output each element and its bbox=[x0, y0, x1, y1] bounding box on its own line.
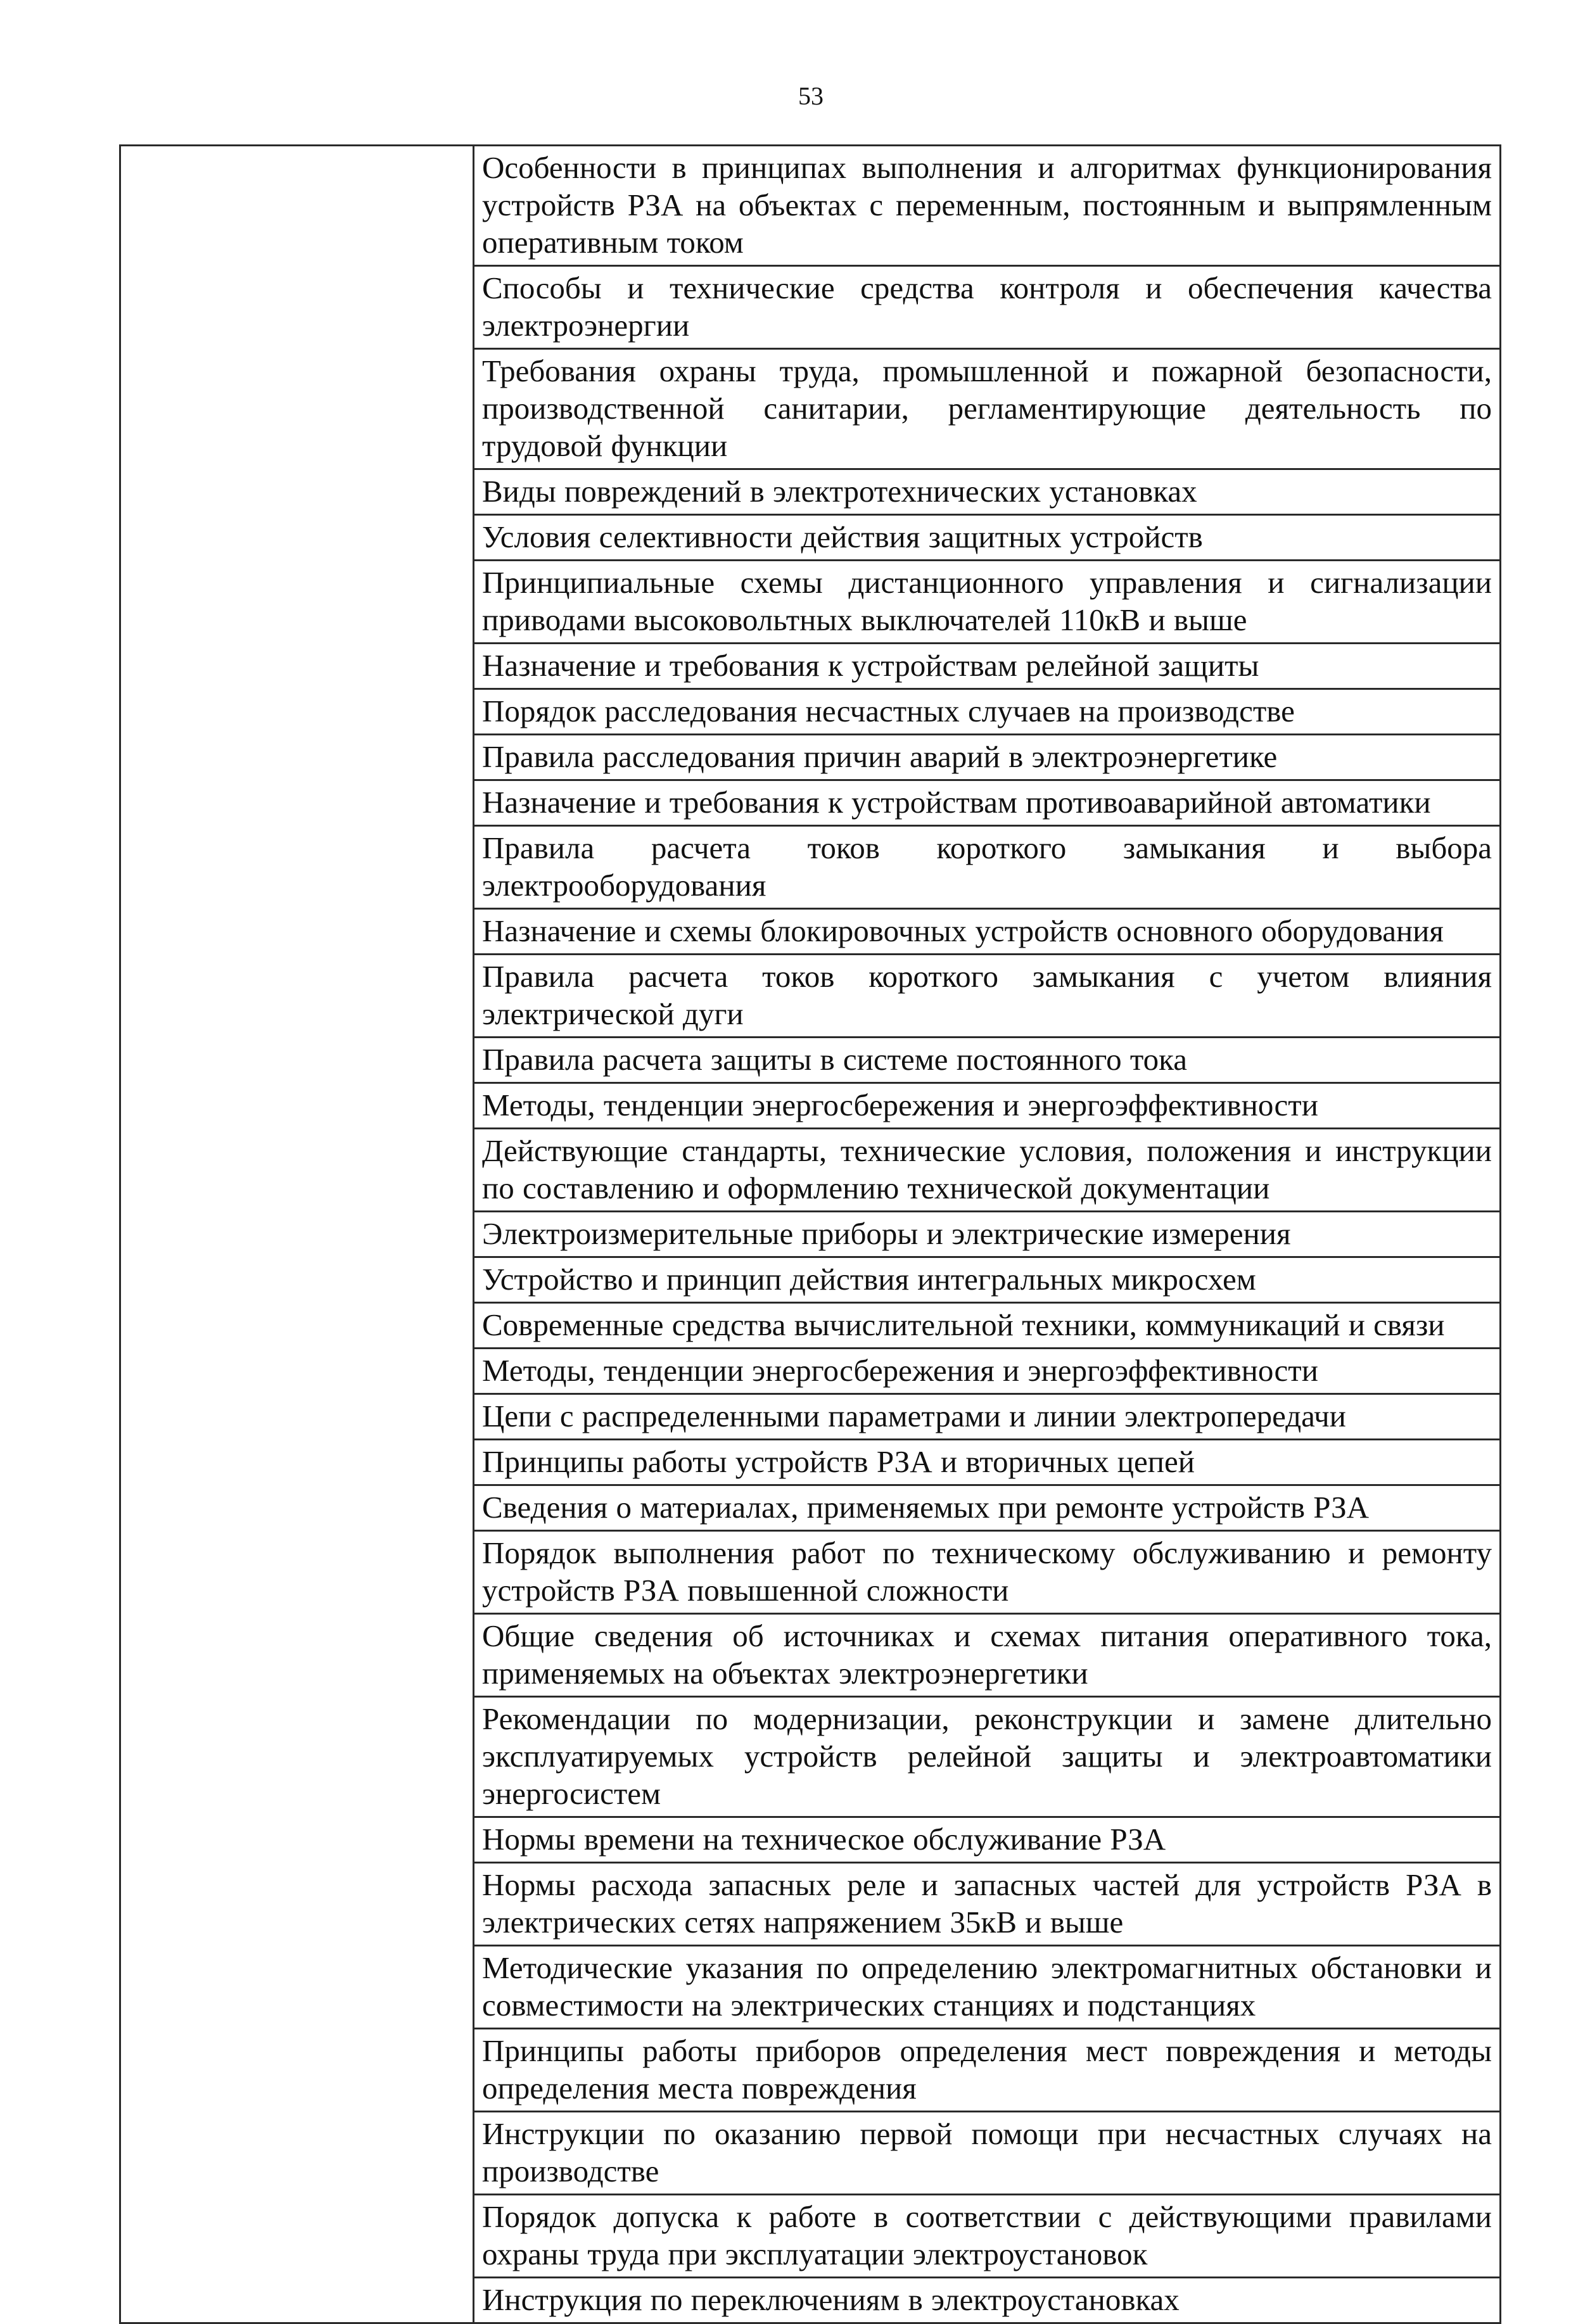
knowledge-item-cell: Методы, тенденции энергосбережения и энергоэффективности bbox=[474, 1349, 1501, 1394]
table-row bbox=[120, 146, 1501, 266]
knowledge-item-cell: Условия селективности действия защитных устройств bbox=[474, 515, 1501, 561]
knowledge-item-cell: Современные средства вычислительной техники, коммуникаций и связи bbox=[474, 1303, 1501, 1349]
knowledge-item-cell: Цепи с распределенными параметрами и линии электропередачи bbox=[474, 1394, 1501, 1440]
knowledge-item-cell: Правила расчета защиты в системе постоянного тока bbox=[474, 1038, 1501, 1083]
knowledge-item-cell: Принципиальные схемы дистанционного управления и сигнализации приводами высоковольтных выключателей 110кВ и выше bbox=[474, 561, 1501, 644]
knowledge-item-cell: Способы и технические средства контроля и обеспечения качества электроэнергии bbox=[474, 266, 1501, 349]
labor-function-cell bbox=[120, 146, 474, 2323]
page-number: 53 bbox=[798, 82, 824, 110]
knowledge-item-cell: Методические указания по определению электромагнитных обстановки и совместимости на электрических станциях и подстанциях bbox=[474, 1946, 1501, 2029]
knowledge-item-cell: Виды повреждений в электротехнических установках bbox=[474, 469, 1501, 515]
knowledge-item-cell: Принципы работы приборов определения мест повреждения и методы определения места повреждения bbox=[474, 2029, 1501, 2112]
knowledge-item-cell: Порядок допуска к работе в соответствии с действующими правилами охраны труда при эксплуатации электроустановок bbox=[474, 2195, 1501, 2278]
knowledge-item-cell: Правила расчета токов короткого замыкания с учетом влияния электрической дуги bbox=[474, 955, 1501, 1038]
knowledge-item-cell: Устройство и принцип действия интегральных микросхем bbox=[474, 1257, 1501, 1303]
knowledge-item-cell: Сведения о материалах, применяемых при ремонте устройств РЗА bbox=[474, 1485, 1501, 1531]
requirements-table bbox=[119, 144, 1501, 2324]
knowledge-item-cell: Инструкции по оказанию первой помощи при несчастных случаях на производстве bbox=[474, 2112, 1501, 2195]
knowledge-item-cell: Порядок расследования несчастных случаев на производстве bbox=[474, 689, 1501, 735]
knowledge-item-cell: Методы, тенденции энергосбережения и энергоэффективности bbox=[474, 1083, 1501, 1129]
knowledge-item-cell: Нормы расхода запасных реле и запасных частей для устройств РЗА в электрических сетях напряжением 35кВ и выше bbox=[474, 1863, 1501, 1946]
knowledge-item-cell: Правила расследования причин аварий в электроэнергетике bbox=[474, 735, 1501, 780]
knowledge-item-cell: Действующие стандарты, технические условия, положения и инструкции по составлению и оформлению технической документации bbox=[474, 1129, 1501, 1212]
knowledge-item-cell: Порядок выполнения работ по техническому обслуживанию и ремонту устройств РЗА повышенной сложности bbox=[474, 1531, 1501, 1614]
knowledge-item-cell: Рекомендации по модернизации, реконструкции и замене длительно эксплуатируемых устройств релейной защиты и электроавтоматики энергосистем bbox=[474, 1697, 1501, 1817]
knowledge-item-cell: Инструкция по переключениям в электроустановках bbox=[474, 2278, 1501, 2323]
knowledge-item-cell: Особенности в принципах выполнения и алгоритмах функционирования устройств РЗА на объектах с переменным, постоянным и выпрямленным оперативным током bbox=[474, 146, 1501, 266]
knowledge-item-cell: Нормы времени на техническое обслуживание РЗА bbox=[474, 1817, 1501, 1863]
knowledge-item-cell: Назначение и схемы блокировочных устройств основного оборудования bbox=[474, 909, 1501, 955]
knowledge-item-cell: Назначение и требования к устройствам противоаварийной автоматики bbox=[474, 780, 1501, 826]
knowledge-item-cell: Общие сведения об источниках и схемах питания оперативного тока, применяемых на объектах электроэнергетики bbox=[474, 1614, 1501, 1697]
knowledge-item-cell: Назначение и требования к устройствам релейной защиты bbox=[474, 644, 1501, 689]
knowledge-item-cell: Требования охраны труда, промышленной и пожарной безопасности, производственной санитарии, регламентирующие деятельность по трудовой функции bbox=[474, 349, 1501, 469]
knowledge-item-cell: Электроизмерительные приборы и электрические измерения bbox=[474, 1212, 1501, 1257]
knowledge-item-cell: Принципы работы устройств РЗА и вторичных цепей bbox=[474, 1440, 1501, 1485]
table-body bbox=[120, 146, 1501, 2323]
knowledge-item-cell: Правила расчета токов короткого замыкания и выбора электрооборудования bbox=[474, 826, 1501, 909]
